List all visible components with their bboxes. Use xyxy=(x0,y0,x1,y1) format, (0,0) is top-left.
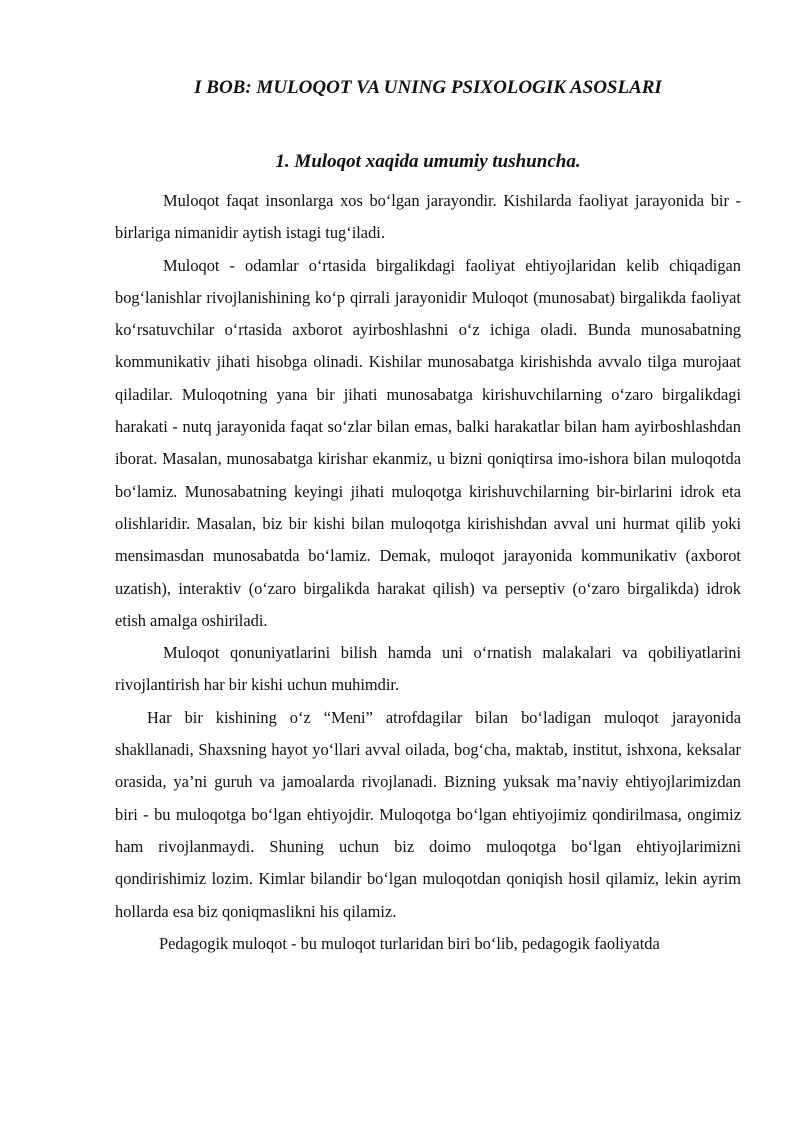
paragraph-self-development: Har bir kishining o‘z “Meni” atrofdagilar bilan bo‘ladigan muloqot jarayonida shakllanadi, Shaxsning hayot yo‘llari avval oilada, bog‘cha, maktab, institut, ishxona, keksalar orasida, ya’ni guruh va jamoalarda rivojlanadi. Bizning yuksak ma’naviy ehtiyojlarimizdan biri - bu muloqotga bo‘lgan ehtiyojdir. Muloqotga bo‘lgan ehtiyojimiz qondirilmasa, ongimiz ham rivojlanmaydi. Shuning uchun biz doimo muloqotga bo‘lgan ehtiyojlarimizni qondirishimiz lozim. Kimlar bilandir bo‘lgan muloqotdan qoniqish hosil qilamiz, lekin ayrim hollarda esa biz qoniqmaslikni his qilamiz. xyxy=(115,707,741,921)
body-text xyxy=(115,185,741,960)
paragraph-importance: Muloqot qonuniyatlarini bilish hamda uni o‘rnatish malakalari va qobiliyatlarini rivojlantirish har bir kishi uchun muhimdir. xyxy=(115,643,741,695)
chapter-title: I BOB: MULOQOT VA UNING PSIXOLOGIK ASOSLARI xyxy=(194,77,662,98)
paragraph-pedagogical: Pedagogik muloqot - bu muloqot turlaridan biri bo‘lib, pedagogik faoliyatda xyxy=(159,933,660,953)
section-title: 1. Muloqot xaqida umumiy tushuncha. xyxy=(275,151,581,172)
paragraph-intro: Muloqot faqat insonlarga xos bo‘lgan jarayondir. Kishilarda faoliyat jarayonida bir - birlariga nimanidir aytish istagi tug‘iladi. xyxy=(115,191,741,243)
paragraph-definition: Muloqot - odamlar o‘rtasida birgalikdagi faoliyat ehtiyojlaridan kelib chiqadigan bog‘lanishlar rivojlanishining ko‘p qirrali jarayonidir Muloqot (munosabat) birgalikda faoliyat ko‘rsatuvchilar o‘rtasida axborot ayirboshlashni o‘z ichiga oladi. Bunda munosabatning kommunikativ jihati hisobga olinadi. Kishilar munosabatga kirishishda avvalo tilga murojaat qiladilar. Muloqotning yana bir jihati munosabatga kirishuvchilarning o‘zaro birgalikdagi harakati - nutq jarayonida faqat so‘zlar bilan emas, balki harakatlar bilan ham ayirboshlashdan iborat. Masalan, munosabatga kirishar ekanmiz, u bizni qoniqtirsa imo-ishora bilan muloqotda bo‘lamiz. Munosabatning keyingi jihati muloqotga kirishuvchilarning bir-birlarini idrok eta olishlaridir. Masalan, biz bir kishi bilan muloqotga kirishishdan avval uni hurmat qilib yoki mensimasdan munosabatda bo‘lamiz. Demak, muloqot jarayonida kommunikativ (axborot uzatish), interaktiv (o‘zaro birgalikda harakat qilish) va perseptiv (o‘zaro birgalikda) idrok etish amalga oshiriladi. xyxy=(115,255,741,630)
